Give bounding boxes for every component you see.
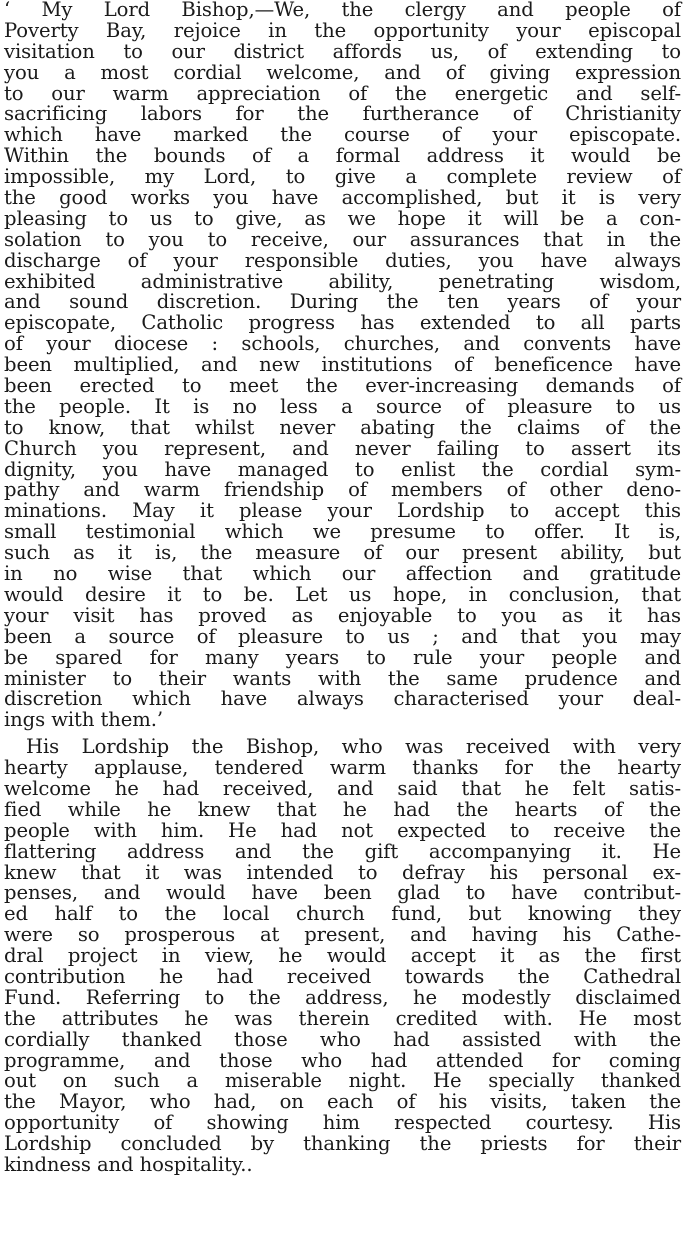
text-line: opportunity of showing him respected courtesy. His (4, 1111, 681, 1135)
text-line: episcopate, Catholic progress has extended to all parts (4, 311, 681, 335)
text-line: welcome he had received, and said that he felt satis- (4, 776, 681, 800)
newspaper-column (4, 0, 681, 1176)
text-line: were so prosperous at present, and having his Cathe- (4, 923, 681, 947)
text-line: Church you represent, and never failing to assert its (4, 436, 681, 460)
text-line: of your diocese : schools, churches, and convents have (4, 332, 681, 356)
text-line: programme, and those who had attended for coming (4, 1048, 681, 1072)
text-line: to our warm appreciation of the energetic and self- (4, 81, 681, 105)
text-line: the people. It is no less a source of pleasure to us (4, 394, 681, 418)
text-line: dral project in view, he would accept it as the first (4, 944, 681, 968)
text-line: in no wise that which our affection and gratitude (4, 562, 681, 586)
text-line: the attributes he was therein credited with. He most (4, 1006, 681, 1030)
text-line: knew that it was intended to defray his personal ex- (4, 860, 681, 884)
text-line: such as it is, the measure of our present ability, but (4, 541, 681, 565)
text-line: your visit has proved as enjoyable to you as it has (4, 603, 681, 627)
text-line: people with him. He had not expected to receive the (4, 818, 681, 842)
text-line: penses, and would have been glad to have contribut- (4, 881, 681, 905)
text-line: ings with them.’ (4, 708, 163, 732)
text-line: contribution he had received towards the Cathedral (4, 964, 681, 988)
bishop-reply-paragraph (4, 737, 681, 1176)
text-line: Within the bounds of a formal address it would be (4, 144, 681, 168)
text-line: Fund. Referring to the address, he modestly disclaimed (4, 985, 681, 1009)
text-line: visitation to our district affords us, of extending to (4, 39, 681, 63)
text-line: Poverty Bay, rejoice in the opportunity your episcopal (4, 18, 681, 42)
text-line: hearty applause, tendered warm thanks for the hearty (4, 756, 681, 780)
text-line: solation to you to receive, our assurances that in the (4, 227, 681, 251)
text-line: which have marked the course of your episcopate. (4, 123, 681, 147)
text-line: pathy and warm friendship of members of other deno- (4, 478, 681, 502)
address-paragraph (4, 0, 681, 731)
text-line: small testimonial which we presume to offer. It is, (4, 520, 681, 544)
text-line: His Lordship the Bishop, who was received with very (26, 735, 681, 759)
text-line: sacrificing labors for the furtherance of Christianity (4, 102, 681, 126)
text-line: the good works you have accomplished, but it is very (4, 186, 681, 210)
text-line: cordially thanked those who had assisted with the (4, 1027, 681, 1051)
text-line: ed half to the local church fund, but knowing they (4, 902, 681, 926)
text-line: to know, that whilst never abating the claims of the (4, 415, 681, 439)
text-line: out on such a miserable night. He specially thanked (4, 1069, 681, 1093)
text-line: the Mayor, who had, on each of his visits, taken the (4, 1090, 681, 1114)
text-line: kindness and hospitality.. (4, 1152, 253, 1176)
text-line: discretion which have always characterised your deal- (4, 687, 681, 711)
text-line: discharge of your responsible duties, you have always (4, 248, 681, 272)
text-line: and sound discretion. During the ten years of your (4, 290, 681, 314)
text-line: been erected to meet the ever-increasing demands of (4, 374, 681, 398)
text-line: dignity, you have managed to enlist the cordial sym- (4, 457, 681, 481)
text-line: ‘ My Lord Bishop,—We, the clergy and people of (4, 0, 681, 21)
text-line: been a source of pleasure to us ; and that you may (4, 624, 681, 648)
text-line: would desire it to be. Let us hope, in conclusion, that (4, 582, 681, 606)
text-line: minister to their wants with the same prudence and (4, 666, 681, 690)
text-line: minations. May it please your Lordship to accept this (4, 499, 681, 523)
text-line: you a most cordial welcome, and of giving expression (4, 60, 681, 84)
text-line: pleasing to us to give, as we hope it will be a con- (4, 206, 681, 230)
text-line: exhibited administrative ability, penetrating wisdom, (4, 269, 681, 293)
text-line: been multiplied, and new institutions of beneficence have (4, 353, 681, 377)
text-line: Lordship concluded by thanking the priests for their (4, 1132, 681, 1156)
text-line: be spared for many years to rule your people and (4, 645, 681, 669)
text-line: fied while he knew that he had the hearts of the (4, 797, 681, 821)
text-line: impossible, my Lord, to give a complete review of (4, 165, 681, 189)
text-line: flattering address and the gift accompanying it. He (4, 839, 681, 863)
